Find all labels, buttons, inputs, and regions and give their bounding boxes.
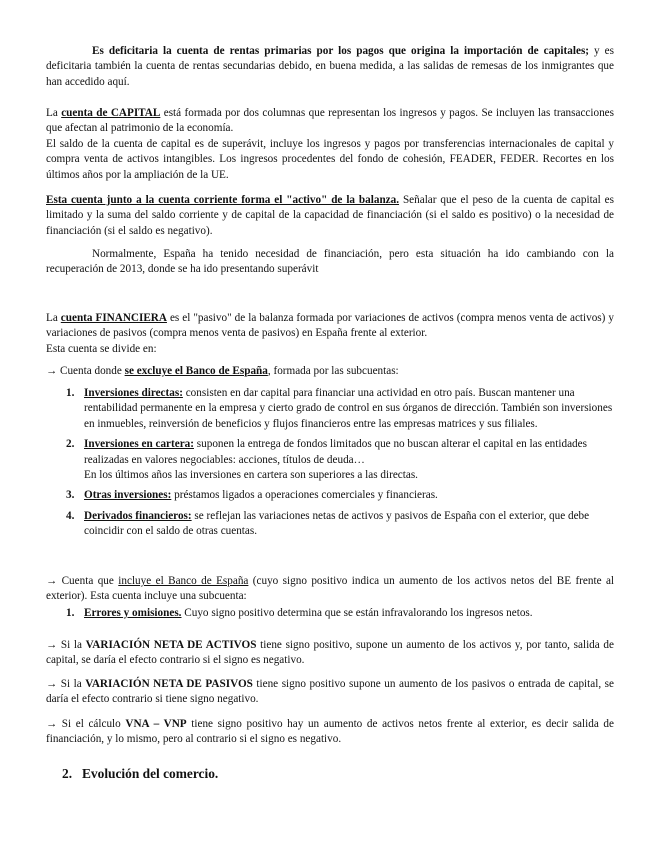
list-extra-text: En los últimos años las inversiones en cartera son superiores a las directas. xyxy=(84,469,418,482)
list-text: consisten en dar capital para financiar una actividad en otro país. Buscan mantener una rentabilidad permanente en la empresa y cierto grado de control en sus órganos de dirección. También son inversiones en inmuebles, reinversión de beneficios y flujos financieros entre las empresas matrices y sus filiales. xyxy=(84,387,613,430)
term-cuenta-capital: cuenta de CAPITAL xyxy=(61,107,161,119)
paragraph-activo-balanza xyxy=(46,193,614,239)
list-number: 2. xyxy=(66,438,75,451)
subcuenta-list xyxy=(46,606,614,621)
paragraph-rentas-text: y es deficitaria también la cuenta de rentas secundarias debido, en buena medida, a las salidas de remesas de los inmigrantes que han accedido aquí. xyxy=(46,45,615,88)
term-cuenta-financiera: cuenta FINANCIERA xyxy=(60,312,167,324)
list-text: Cuyo signo positivo determina que se están infravalorando los ingresos netos. xyxy=(181,607,533,619)
paragraph-variacion-activos xyxy=(46,638,614,669)
paragraph-rentas xyxy=(46,44,614,90)
paragraph-text: → Si la xyxy=(46,639,86,651)
paragraph-necesidad-financiacion: Normalmente, España ha tenido necesidad de financiación, pero esta situación ha ido cambiando con la recuperación de 2013, donde se ha ido presentando superávit xyxy=(46,248,614,276)
paragraph-text: Señalar que el peso de la cuenta de capital es limitado y la suma del saldo corriente y de capital de la capacidad de financiación (si el saldo es positivo) o la necesidad de financiación (si el saldo es negativo). xyxy=(46,194,614,237)
list-text: suponen la entrega de fondos limitados que no buscan alterar el capital en las entidades realizadas en valores negociables: acciones, títulos de deuda… xyxy=(84,438,587,466)
list-term: Inversiones en cartera: xyxy=(84,438,194,451)
term-variacion-activos: VARIACIÓN NETA DE ACTIVOS xyxy=(85,639,257,651)
paragraph-text: es el "pasivo" de la balanza formada por variaciones de activos (compra menos venta de activos) y variaciones de pasivos (compra menos venta de pasivos) en España frente al exterior. xyxy=(46,312,614,340)
list-item xyxy=(46,509,614,540)
list-number: 1. xyxy=(66,607,75,619)
list-number: 3. xyxy=(66,489,75,502)
section-title: Evolución del comercio. xyxy=(82,766,219,781)
paragraph-text: → Si el cálculo xyxy=(46,718,126,730)
term-activo-balanza: Esta cuenta junto a la cuenta corriente forma el "activo" de la balanza. xyxy=(46,194,400,206)
paragraph-text: está formada por dos columnas que representan los ingresos y pagos. Se incluyen las transacciones que afectan al patrimonio de la economía. xyxy=(46,107,614,135)
list-item xyxy=(46,437,614,483)
paragraph-text: El saldo de la cuenta de capital es de superávit, incluye los ingresos y pagos por transferencias internacionales de capital y compra venta de activos intangibles. Los ingresos procedentes del fondo de cohesión, FEADER, FEDER. Recortes en los últimos años por la ampliación de la UE. xyxy=(46,137,614,181)
section-heading xyxy=(62,766,218,781)
paragraph-text: tiene signo positivo, supone un aumento de los activos y, por tanto, salida de capital, se daría el efecto contrario si el signo es negativo. xyxy=(46,639,614,667)
paragraph-cuenta-capital xyxy=(46,106,614,183)
paragraph-rentas-bold: Es deficitaria la cuenta de rentas primarias por los pagos que origina la importación de capitales; xyxy=(92,45,590,57)
list-term: Errores y omisiones. xyxy=(84,607,182,619)
paragraph-incluye-be xyxy=(46,574,614,605)
list-text: préstamos ligados a operaciones comerciales y financieras. xyxy=(171,489,438,502)
list-item xyxy=(46,386,614,432)
paragraph-text: → Cuenta que xyxy=(46,575,119,587)
section-number: 2. xyxy=(62,766,73,781)
paragraph-text: Esta cuenta se divide en: xyxy=(46,342,157,355)
paragraph-excluye-be xyxy=(46,364,614,379)
term-incluye-be: incluye el Banco de España xyxy=(118,575,249,587)
list-term: Derivados financieros: xyxy=(84,509,192,522)
paragraph-text: , formada por las subcuentas: xyxy=(267,365,399,377)
paragraph-cuenta-financiera xyxy=(46,311,614,357)
list-term: Inversiones directas: xyxy=(84,387,183,399)
paragraph-text: La xyxy=(46,107,62,119)
paragraph-text: (cuyo signo positivo indica un aumento de los activos netos del BE frente al exterior). Esta cuenta incluye una subcuenta: xyxy=(46,575,615,603)
paragraph-text: → Cuenta donde xyxy=(46,365,125,377)
list-text: se reflejan las variaciones netas de activos y pasivos de España con el exterior, que debe coincidir con el saldo de otras cuentas. xyxy=(84,509,590,538)
paragraph-text: tiene signo positivo hay un aumento de activos netos frente al exterior, es decir salida de financiación, y lo mismo, pero al contrario si el signo es negativo. xyxy=(46,718,614,746)
paragraph-text: La xyxy=(46,312,61,324)
list-term: Otras inversiones: xyxy=(84,489,172,502)
paragraph-vna-vnp xyxy=(46,717,614,748)
paragraph-text: → Si la xyxy=(46,678,86,690)
list-number: 4. xyxy=(66,509,75,522)
list-item xyxy=(46,488,614,503)
term-variacion-pasivos: VARIACIÓN NETA DE PASIVOS xyxy=(85,678,253,690)
term-excluye-be: se excluye el Banco de España xyxy=(124,365,268,377)
list-item xyxy=(46,606,614,621)
term-vna-vnp: VNA – VNP xyxy=(125,718,187,730)
paragraph-text: tiene signo positivo supone un aumento de los pasivos o entrada de capital, se daría el efecto contrario si tiene signo negativo. xyxy=(46,678,615,706)
paragraph-variacion-pasivos xyxy=(46,677,614,708)
subcuentas-list xyxy=(46,386,614,540)
list-number: 1. xyxy=(66,387,75,399)
